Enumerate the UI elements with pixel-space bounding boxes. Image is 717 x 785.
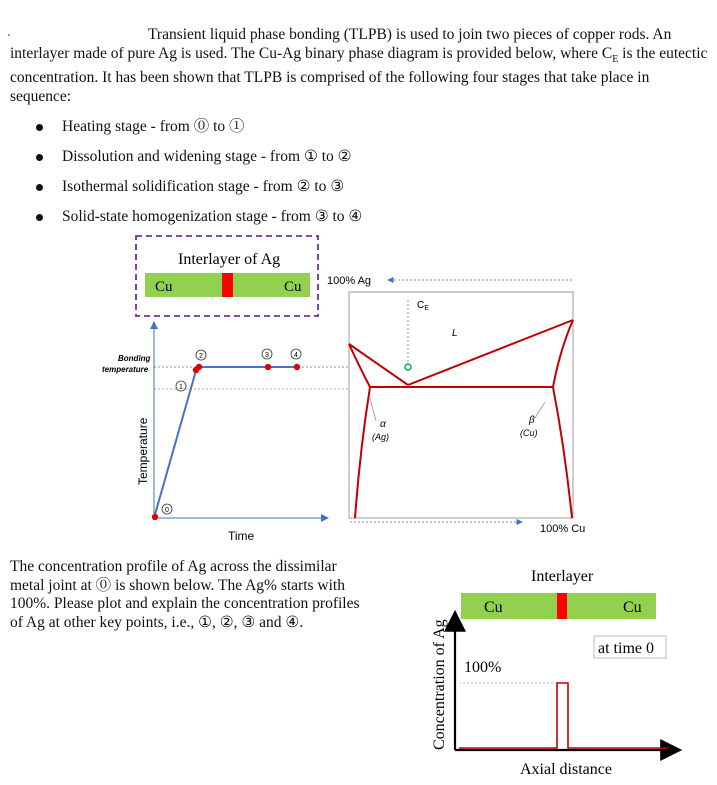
profile-cu-left-label: Cu xyxy=(484,599,503,616)
svg-text:1: 1 xyxy=(179,384,183,391)
alpha-sub: (Ag) xyxy=(372,432,390,442)
thermal-point-3 xyxy=(265,364,271,370)
thermal-xlabel: Time xyxy=(228,529,255,543)
point-label-1 xyxy=(176,381,186,391)
bonding-label-1: Bonding xyxy=(118,354,151,363)
sketch-cu-left-label: Cu xyxy=(155,279,173,295)
stage-label: Isothermal solidification stage - from xyxy=(62,178,293,195)
sketch-interlayer-label: Interlayer of Ag xyxy=(178,251,281,268)
bonding-label-2: temperature xyxy=(102,365,149,374)
question-line-2 xyxy=(10,577,430,596)
thermal-ylabel: Temperature xyxy=(136,417,150,485)
point-label-2 xyxy=(196,350,206,360)
profile-100-label: 100% xyxy=(464,659,502,676)
ag-label: 100% Ag xyxy=(327,275,372,287)
stage-to-word: to xyxy=(314,178,327,195)
profile-step-line xyxy=(459,683,668,748)
svg-text:3: 3 xyxy=(265,352,269,359)
solvus-right xyxy=(553,387,572,518)
thermal-point-4 xyxy=(294,364,300,370)
stage-to-word: to xyxy=(321,148,334,165)
sketch-cu-right-label: Cu xyxy=(284,279,302,295)
profile-xlabel: Axial distance xyxy=(520,761,612,778)
phase-diagram xyxy=(327,275,585,535)
profile-cu-left xyxy=(461,593,557,619)
point-label-3 xyxy=(262,349,272,359)
concentration-profile xyxy=(431,568,680,778)
stage-to-word: to xyxy=(213,118,226,135)
stage-from: ③ xyxy=(314,208,329,225)
top-sketch xyxy=(136,236,318,316)
stage-to: ② xyxy=(337,148,352,165)
question-line-2b: ⓪ xyxy=(95,576,112,594)
stage-from: ② xyxy=(296,178,311,195)
profile-interlayer-label: Interlayer xyxy=(531,568,594,585)
thermal-profile-line xyxy=(154,367,297,518)
stage-to: ① xyxy=(229,118,245,135)
question-line-4: of Ag at other key points, i.e., ①, ②, ③ and ④. xyxy=(10,613,304,631)
phase-frame xyxy=(349,292,573,518)
stage-to: ④ xyxy=(348,208,363,225)
svg-text:2: 2 xyxy=(199,353,203,360)
intro-subscript: E xyxy=(612,53,619,65)
point-label-0 xyxy=(162,504,172,514)
eutectic-label: $C_E$ xyxy=(417,300,429,312)
question-line-1: The concentration profile of Ag across the dissimilar xyxy=(10,558,337,575)
stage-label: Dissolution and widening stage - from xyxy=(62,148,301,165)
stage-to: ③ xyxy=(330,178,345,195)
question-line-2c: is shown below. The Ag% starts with xyxy=(111,576,345,594)
intro-text: Transient liquid phase bonding (TLPB) is used to join two pieces of copper rods. An interlayer made of pure Ag is used. The Cu-Ag binary phase diagram is provided below, where C xyxy=(10,26,672,62)
solvus-left xyxy=(355,387,370,518)
stage-label: Heating stage - from xyxy=(62,118,190,135)
thermal-point-2 xyxy=(196,364,202,370)
question-line-3: 100%. Please plot and explain the concentration profiles xyxy=(10,595,360,612)
beta-sub: (Cu) xyxy=(520,428,538,438)
stage-from: ⓪ xyxy=(193,118,210,135)
profile-cu-right xyxy=(567,593,656,619)
eutectic-point xyxy=(405,364,411,370)
question-paragraph xyxy=(10,558,430,632)
stage-label: Solid-state homogenization stage - from xyxy=(62,208,311,225)
question-line-2a: metal joint at xyxy=(10,576,96,594)
profile-cu-right-label: Cu xyxy=(623,599,642,616)
cu-label: 100% Cu xyxy=(540,523,586,535)
liquid-label: L xyxy=(452,328,458,339)
profile-ylabel: Concentration of Ag xyxy=(431,619,448,750)
svg-text:0: 0 xyxy=(165,507,169,514)
stage-from: ① xyxy=(303,148,318,165)
sketch-ag-strip xyxy=(222,273,233,297)
stage-to-word: to xyxy=(332,208,345,225)
corner-dot xyxy=(8,34,10,36)
point-label-4 xyxy=(291,349,301,359)
solidus-right xyxy=(553,320,573,387)
thermal-plot xyxy=(102,322,348,543)
time-label: at time 0 xyxy=(598,640,654,657)
liquidus-right xyxy=(408,320,573,385)
thermal-point-0 xyxy=(152,514,158,520)
alpha-label: α xyxy=(380,419,386,430)
profile-ag-strip xyxy=(557,593,567,619)
beta-label: β xyxy=(529,415,535,426)
svg-text:4: 4 xyxy=(294,352,298,359)
intro-text-end: is the eutectic concentration. It has been shown that TLPB is comprised of the following four stages that take place in sequence: xyxy=(10,44,708,105)
